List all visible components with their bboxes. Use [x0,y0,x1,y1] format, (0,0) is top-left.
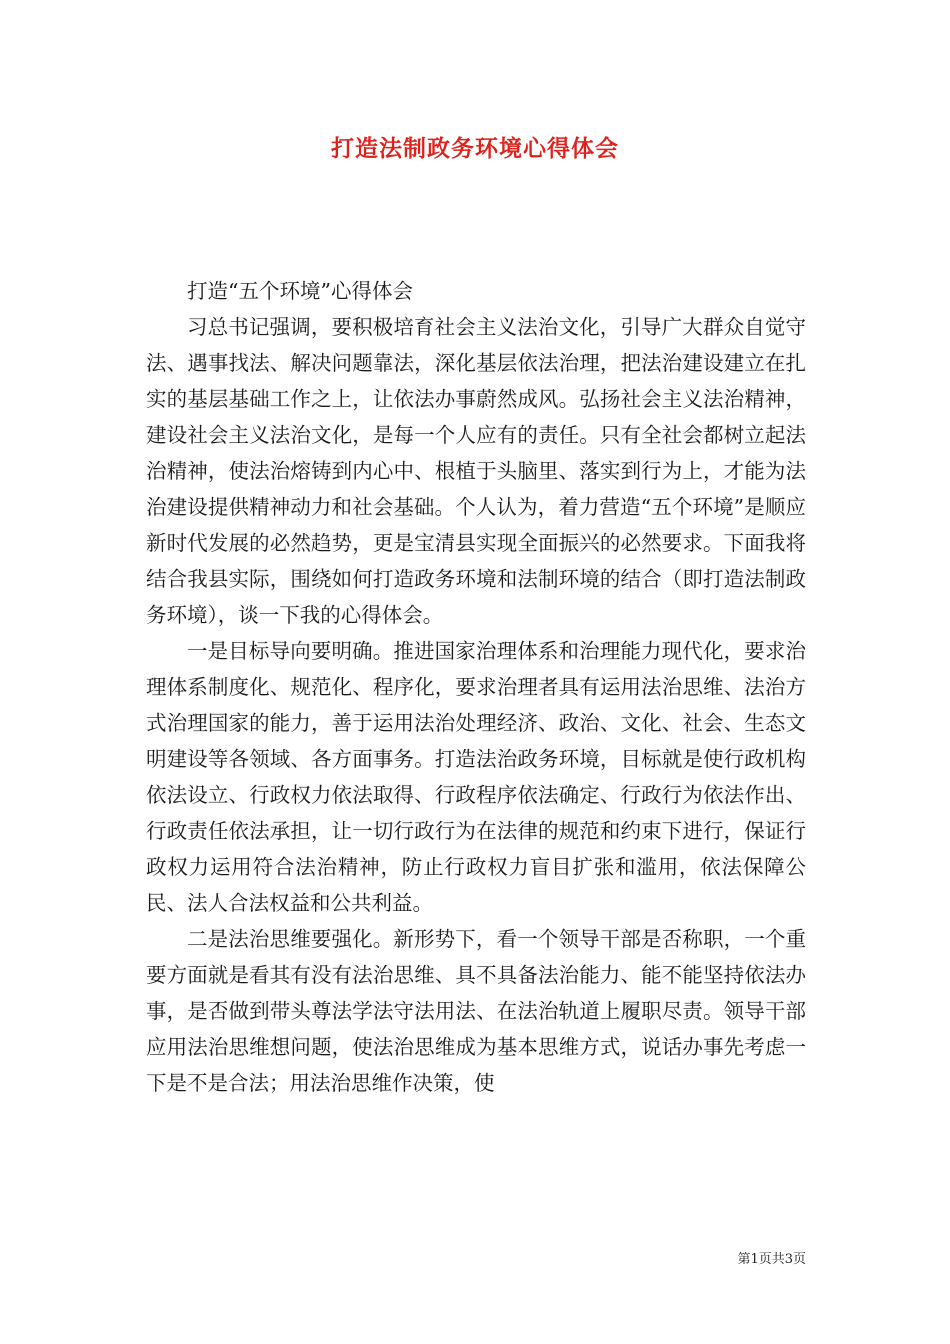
page-number: 第1页共3页 [737,1252,806,1267]
document-title: 打造法制政务环境心得体会 [331,135,619,162]
paragraph-goal-orientation: 一是目标导向要明确。推进国家治理体系和治理能力现代化，要求治理体系制度化、规范化、程序化，要求治理者具有运用法治思维、法治方式治理国家的能力，善于运用法治处理经济、政治、文化、社会、生态文明建设等各领域、各方面事务。打造法治政务环境，目标就是使行政机构依法设立、行政权力依法取得、行政程序依法确定、行政行为依法作出、行政责任依法承担，让一切行政行为在法律的规范和约束下进行，保证行政权力运用符合法治精神，防止行政权力盲目扩张和滥用，依法保障公民、法人合法权益和公共利益。 [146,639,806,915]
paragraph-rule-of-law-thinking: 二是法治思维要强化。新形势下，看一个领导干部是否称职，一个重要方面就是看其有没有法治思维、具不具备法治能力、能不能坚持依法办事，是否做到带头尊法学法守法用法、在法治轨道上履职尽责。领导干部应用法治思维想问题，使法治思维成为基本思维方式，说话办事先考虑一下是不是合法；用法治思维作决策，使 [146,927,806,1095]
subheading: 打造“五个环境”心得体会 [187,279,413,303]
paragraph-intro: 习总书记强调，要积极培育社会主义法治文化，引导广大群众自觉守法、遇事找法、解决问题靠法，深化基层依法治理，把法治建设建立在扎实的基层基础工作之上，让依法办事蔚然成风。弘扬社会主义法治精神，建设社会主义法治文化，是每一个人应有的责任。只有全社会都树立起法治精神，使法治熔铸到内心中、根植于头脑里、落实到行为上，才能为法治建设提供精神动力和社会基础。个人认为，着力营造“五个环境”是顺应新时代发展的必然趋势，更是宝清县实现全面振兴的必然要求。下面我将结合我县实际，围绕如何打造政务环境和法制环境的结合（即打造法制政务环境），谈一下我的心得体会。 [146,315,806,627]
document-body [146,273,806,1101]
